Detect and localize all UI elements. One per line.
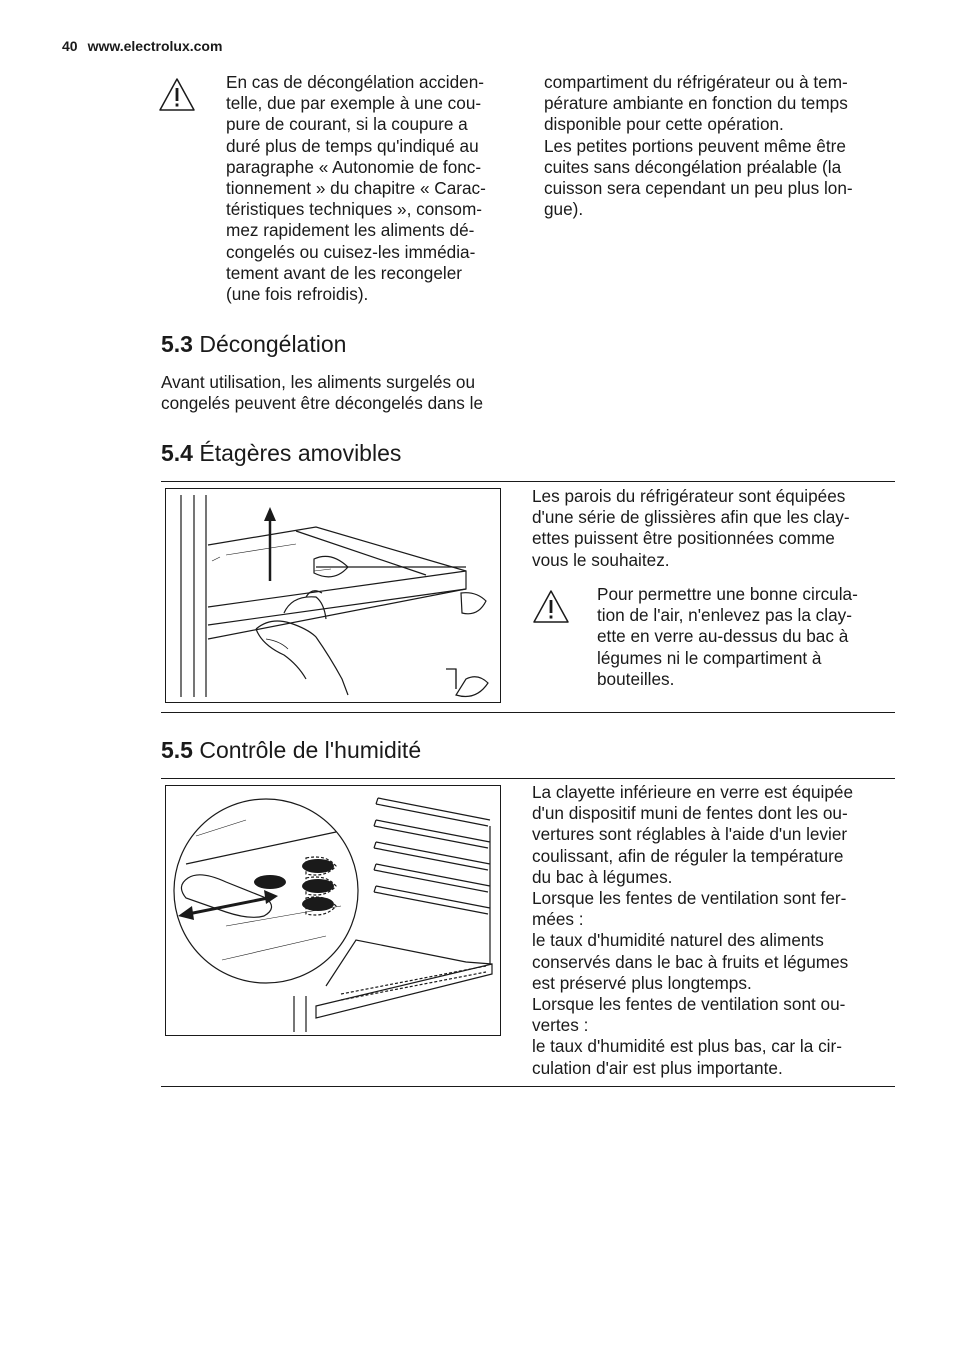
- page-number: 40: [62, 38, 78, 54]
- thaw-continued-text: compartiment du réfrigérateur ou à tem- pérature ambiante en fonction du temps disponible pour cette opération. Les petites portions peuvent même être cuites sans décongélation préalable (la cuisson sera cependant un peu plus lon- gue).: [544, 72, 853, 220]
- section-5-3-heading: [161, 330, 346, 358]
- section-number: 5.5: [161, 737, 193, 763]
- section-title: Contrôle de l'humidité: [199, 737, 422, 763]
- warning-icon: [531, 588, 571, 626]
- section-5-5-text: La clayette inférieure en verre est équipée d'un dispositif muni de fentes dont les ou- vertures sont réglables à l'aide d'un levier coulissant, afin de réguler la température du bac à légumes. Lorsque les fentes de ventilation sont fer- mées : le taux d'humidité naturel des aliments conservés dans le bac à fruits et légumes est préservé plus longtemps. Lorsque les fentes de ventilation sont ou- vertes : le taux d'humidité est plus bas, car la cir- culation d'air est plus importante.: [532, 782, 854, 1078]
- section-divider: [161, 778, 895, 779]
- section-5-4-text: Les parois du réfrigérateur sont équipées d'une série de glissières afin que les clay- ettes puissent être positionnées comme vous le souhaitez.: [532, 486, 850, 570]
- section-title: Décongélation: [199, 331, 347, 357]
- section-divider: [161, 481, 895, 482]
- section-5-5-heading: [161, 736, 421, 764]
- website-link[interactable]: www.electrolux.com: [87, 38, 223, 54]
- section-number: 5.4: [161, 440, 193, 466]
- section-5-4-heading: [161, 439, 401, 467]
- section-divider: [161, 712, 895, 713]
- section-divider: [161, 1086, 895, 1087]
- section-number: 5.3: [161, 331, 193, 357]
- page-header: [62, 38, 222, 54]
- warning-icon: [157, 76, 197, 114]
- humidity-control-illustration: [165, 785, 501, 1036]
- warning-thaw-text: En cas de décongélation acciden- telle, due par exemple à une cou- pure de courant, si la coupure a duré plus de temps qu'indiqué au paragraphe « Autonomie de fonc- tionnement » du chapitre « Carac- téristiques techniques », consom- mez rapidement les aliments dé- congelés ou cuisez-les immédia- tement avant de les recongeler (une fois refroidis).: [226, 72, 486, 305]
- section-5-3-text: Avant utilisation, les aliments surgelés ou congelés peuvent être décongelés dans le: [161, 372, 484, 414]
- shelf-illustration: [165, 488, 501, 703]
- section-title: Étagères amovibles: [199, 440, 402, 466]
- section-5-4-warning-text: Pour permettre une bonne circula- tion de l'air, n'enlevez pas la clay- ette en verre au-dessus du bac à légumes ni le compartiment à bouteilles.: [597, 584, 858, 689]
